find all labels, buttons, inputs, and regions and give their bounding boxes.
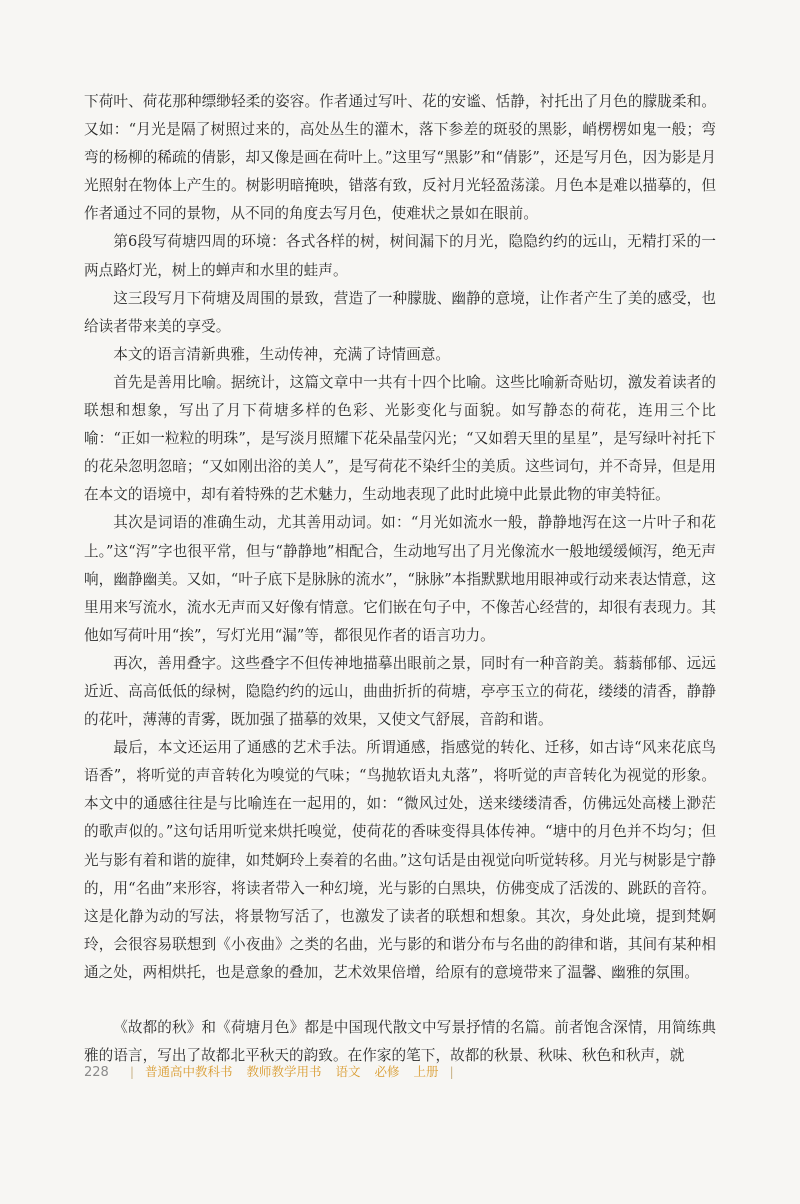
paragraph-1: 下荷叶、荷花那种缥缈轻柔的姿容。作者通过写叶、花的安谧、恬静，衬托出了月色的朦胧柔和。又如：“月光是隔了树照过来的，高处丛生的灌木，落下参差的斑驳的黑影，峭楞楞如鬼一般；弯弯的杨柳的稀疏的倩影，却又像是画在荷叶上。”这里写“黑影”和“倩影”，还是写月色，因为影是月光照射在物体上产生的。树影明暗掩映，错落有致，反衬月光轻盈荡漾。月色本是难以描摹的，但作者通过不同的景物，从不同的角度去写月色，使难状之景如在眼前。: [84, 93, 716, 223]
paragraph-2: 第6段写荷塘四周的环境：各式各样的树，树间漏下的月光，隐隐约约的远山，无精打采的一两点路灯光，树上的蝉声和水里的蛙声。: [84, 233, 716, 279]
paragraph-8: 最后，本文还运用了通感的艺术手法。所谓通感，指感觉的转化、迁移，如古诗“风来花底鸟语香”，将听觉的声音转化为嗅觉的气味；“鸟抛软语丸丸落”，将听觉的声音转化为视觉的形象。本文中的通感往往是与比喻连在一起用的，如：“微风过处，送来缕缕清香，仿佛远处高楼上渺茫的歌声似的。”这句话用听觉来烘托嗅觉，使荷花的香味变得具体传神。“塘中的月色并不均匀；但光与影有着和谐的旋律，如梵婀玲上奏着的名曲。”这句话是由视觉向听觉转移。月光与树影是宁静的，用“名曲”来形容，将读者带入一种幻境，光与影的白黑块，仿佛变成了活泼的、跳跃的音符。这是化静为动的写法，将景物写活了，也激发了读者的联想和想象。其次，身处此境，提到梵婀玲，会很容易联想到《小夜曲》之类的名曲，光与影的和谐分布与名曲的韵律和谐，其间有某种相通之处，两相烘托，也是意象的叠加，艺术效果倍增，给原有的意境带来了温馨、幽雅的氛围。: [84, 739, 716, 981]
footer-volume: 上册: [413, 1064, 439, 1079]
footer-separator: |: [129, 1064, 135, 1079]
section-gap: [84, 987, 716, 1014]
paragraph-5: 首先是善用比喻。据统计，这篇文章中一共有十四个比喻。这些比喻新奇贴切，激发着读者的联想和想象，写出了月下荷塘多样的色彩、光影变化与面貌。如写静态的荷花，连用三个比喻：“正如一粒粒的明珠”，是写淡月照耀下花朵晶莹闪光；“又如碧天里的星星”，是写绿叶衬托下的花朵忽明忽暗；“又如刚出浴的美人”，是写荷花不染纤尘的美质。这些词句，并不奇异，但是用在本文的语境中，却有着特殊的艺术魅力，生动地表现了此时此境中此景此物的审美特征。: [84, 373, 716, 504]
paragraph-7: 再次，善用叠字。这些叠字不但传神地描摹出眼前之景，同时有一种音韵美。蓊蓊郁郁、远远近近、高高低低的绿树，隐隐约约的远山，曲曲折折的荷塘，亭亭玉立的荷花，缕缕的清香，静静的花叶，薄薄的青雾，既加强了描摹的效果，又使文气舒展，音韵和谐。: [84, 654, 716, 729]
page-number: 228: [84, 1065, 109, 1080]
paragraph-3: 这三段写月下荷塘及周围的景致，营造了一种朦胧、幽静的意境，让作者产生了美的感受，也给读者带来美的享受。: [84, 289, 716, 335]
paragraph-4: 本文的语言清新典雅，生动传神，充满了诗情画意。: [113, 345, 450, 363]
page-footer: [84, 1062, 461, 1080]
footer-course: 必修: [374, 1064, 400, 1079]
page-body: [84, 88, 716, 1070]
footer-book-type: 普通高中教科书: [145, 1064, 233, 1079]
paragraph-9: 《故都的秋》和《荷塘月色》都是中国现代散文中写景抒情的名篇。前者饱含深情，用简练典雅的语言，写出了故都北平秋天的韵致。在作家的笔下，故都的秋景、秋味、秋色和秋声，就: [84, 1019, 716, 1065]
paragraph-6: 其次是词语的准确生动，尤其善用动词。如：“月光如流水一般，静静地泻在这一片叶子和花上。”这“泻”字也很平常，但与“静静地”相配合，生动地写出了月光像流水一般地缓缓倾泻，绝无声响，幽静幽美。又如，“叶子底下是脉脉的流水”，“脉脉”本指默默地用眼神或行动来表达情意，这里用来写流水，流水无声而又好像有情意。它们嵌在句子中，不像苦心经营的，却很有表现力。其他如写荷叶用“挨”，写灯光用“漏”等，都很见作者的语言功力。: [84, 514, 716, 644]
footer-book-kind: 教师教学用书: [246, 1064, 322, 1079]
footer-subject: 语文: [335, 1064, 361, 1079]
footer-separator-end: |: [449, 1064, 454, 1079]
